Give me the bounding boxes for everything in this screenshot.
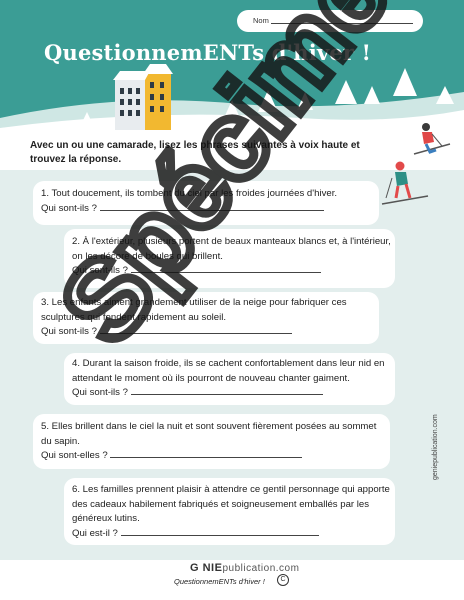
question-3-line2: sculptures qui fondent rapidement au soleil. bbox=[41, 311, 227, 323]
question-1-prompt: Qui sont-ils ? bbox=[41, 202, 97, 214]
question-5-prompt: Qui sont-elles ? bbox=[41, 450, 108, 461]
question-card-6 bbox=[64, 478, 395, 545]
question-6-line1: 6. Les familles prennent plaisir à attendre ce gentil personnage qui apporte bbox=[72, 484, 390, 495]
name-label: Nom bbox=[253, 16, 269, 25]
question-4-line2: attendant le moment où ils pourront de nouveau chanter gaiment. bbox=[72, 372, 350, 384]
question-4-line1: 4. Durant la saison froide, ils se cachent confortablement dans leur nid en bbox=[72, 358, 385, 369]
question-2-line2: on les décore de boules qui brillent. bbox=[72, 250, 223, 262]
copyright-icon: C bbox=[277, 574, 289, 586]
footer-logo-bold: G NIE bbox=[190, 562, 223, 574]
question-1-text: 1. Tout doucement, ils tombent du ciel par les froides journées d'hiver. bbox=[41, 188, 338, 199]
question-2-prompt: Qui sont-ils ? bbox=[72, 265, 128, 276]
question-2-line1: 2. À l'extérieur, plusieurs portent de beaux manteaux blancs et, à l'intérieur, bbox=[72, 236, 391, 247]
page-title: QuestionnemENTs d'hiver ! bbox=[44, 40, 372, 65]
instruction-text: Avec un ou une camarade, lisez les phrases suivantes à voix haute et trouvez la réponse. bbox=[30, 140, 360, 165]
question-card-5 bbox=[33, 414, 390, 469]
side-url: geniepublication.com bbox=[432, 414, 439, 480]
question-6-line3: généreux lutins. bbox=[72, 513, 140, 524]
question-4-prompt: Qui sont-ils ? bbox=[72, 387, 128, 398]
question-3-line1: 3. Les enfants aiment grandement utiliser de la neige pour fabriquer ces bbox=[41, 297, 347, 308]
question-6-line2: des cadeaux habilement fabriqués et soigneusement emballés par les bbox=[72, 498, 370, 510]
question-5-line2: du sapin. bbox=[41, 435, 80, 447]
house-illustration bbox=[113, 64, 173, 130]
question-5-line1: 5. Elles brillent dans le ciel la nuit et sont souvent fièrement posées au sommet bbox=[41, 421, 377, 432]
footer-doc-title: QuestionnemENTs d'hiver ! bbox=[174, 577, 265, 586]
answer-6-line[interactable] bbox=[121, 527, 319, 536]
skier-top-illustration bbox=[410, 118, 455, 160]
answer-5-line[interactable] bbox=[110, 449, 302, 458]
skier-bottom-illustration bbox=[380, 158, 432, 210]
footer-logo-rest: publication.com bbox=[222, 563, 300, 574]
question-card-4 bbox=[64, 353, 395, 405]
question-6-prompt: Qui est-il ? bbox=[72, 527, 118, 539]
footer-logo bbox=[190, 562, 299, 574]
answer-4-line[interactable] bbox=[131, 386, 323, 395]
question-3-prompt: Qui sont-ils ? bbox=[41, 326, 97, 337]
